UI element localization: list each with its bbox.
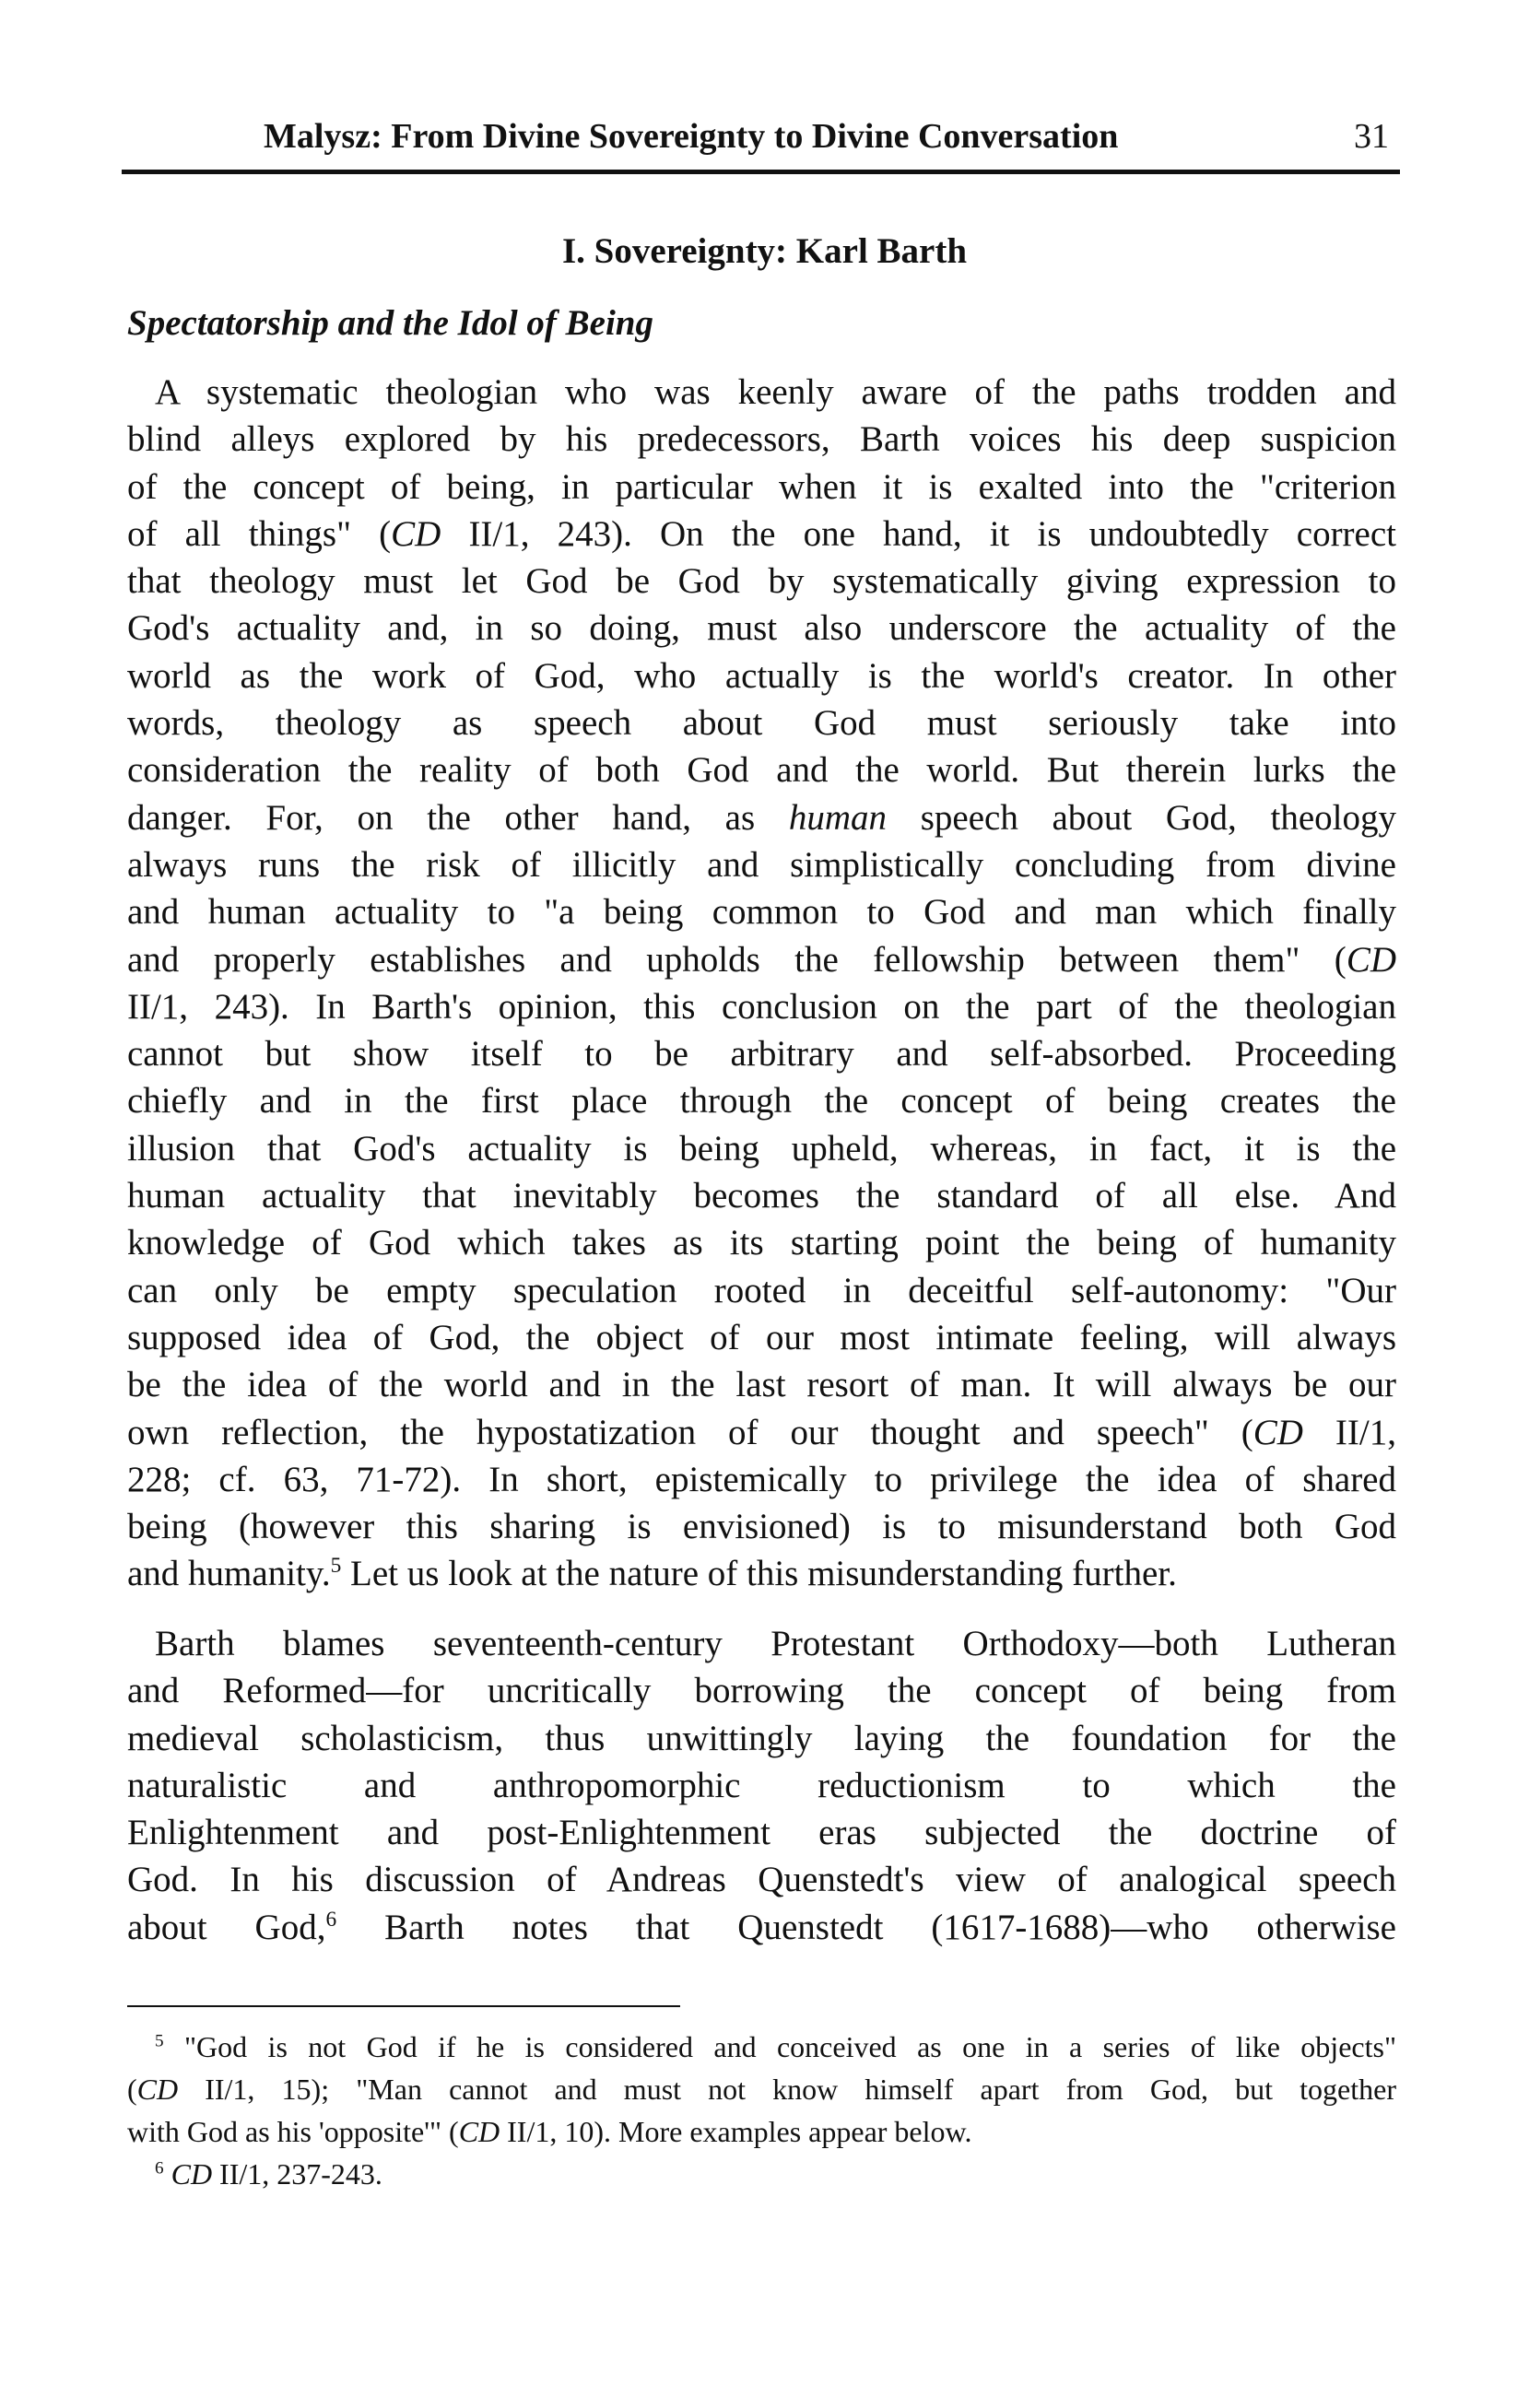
header-rule [122,170,1400,174]
subsection-title: Spectatorship and the Idol of Being [127,303,653,343]
text-line [127,652,1396,699]
footnote-marker[interactable]: 6 [325,1907,337,1932]
text-run[interactable]: ( [127,2073,137,2106]
text-run[interactable]: supposed idea of God, the object of our most intimate feeling, will always [127,1317,1396,1357]
text-run[interactable]: God. In his discussion of Andreas Quenstedt's view of analogical speech [127,1860,1396,1900]
text-line [127,936,1396,983]
text-run[interactable]: II/1, 237-243. [212,2157,382,2191]
text-run[interactable]: and Reformed—for uncritically borrowing the concept of being from [127,1671,1396,1711]
text-line [127,1904,1396,1951]
footnote-marker[interactable]: 5 [155,2031,164,2051]
text-line [127,1456,1396,1503]
text-run[interactable]: medieval scholasticism, thus unwittingly laying the foundation for the [127,1718,1396,1758]
italic-citation: CD [458,2115,500,2148]
text-run[interactable]: II/1, 243). In Barth's opinion, this conclusion on the part of the theologian [127,986,1396,1027]
text-line [127,1667,1396,1714]
text-run[interactable]: II/1, 10). More examples appear below. [500,2115,972,2148]
text-run[interactable]: consideration the reality of both God and the world. But therein lurks the [127,750,1396,791]
body-paragraph [127,1620,1396,1951]
text-line [127,369,1396,416]
text-line [127,1620,1396,1667]
text-line [127,1361,1396,1408]
italic-citation: CD [136,2073,179,2106]
text-run[interactable]: illusion that God's actuality is being upheld, whereas, in fact, it is the [127,1128,1396,1169]
text-line [127,416,1396,463]
text-line [127,1077,1396,1124]
footnote-line [127,2110,1396,2153]
text-run[interactable]: world as the work of God, who actually is the world's creator. In other [127,655,1396,696]
text-run[interactable]: and human actuality to "a being common to God and man which finally [127,892,1396,933]
text-line [127,605,1396,652]
text-run[interactable]: II/1, 243). On the one hand, it is undoubtedly correct [441,513,1396,554]
text-run[interactable]: be the idea of the world and in the last resort of man. It will always be our [127,1365,1396,1405]
text-run[interactable]: cannot but show itself to be arbitrary and self-absorbed. Proceeding [127,1034,1396,1075]
text-line [127,1715,1396,1762]
text-run[interactable]: naturalistic and anthropomorphic reductionism to which the [127,1765,1396,1805]
text-run[interactable]: with God as his 'opposite'" ( [127,2115,459,2148]
text-line [127,1267,1396,1314]
footnote-5 [127,2026,1396,2153]
footnote-line [127,2153,1396,2195]
text-run[interactable]: always runs the risk of illicitly and simplistically concluding from divine [127,844,1396,885]
text-run[interactable]: II/1, 15); "Man cannot and must not know himself apart from God, but together [178,2073,1396,2106]
text-run[interactable]: 228; cf. 63, 71-72). In short, epistemically to privilege the idea of shared [127,1459,1396,1499]
footnote-marker[interactable]: 6 [155,2158,164,2179]
italic-citation: CD [1346,939,1396,980]
text-line [127,794,1396,841]
text-run[interactable]: knowledge of God which takes as its starting point the being of humanity [127,1223,1396,1263]
text-run[interactable]: can only be empty speculation rooted in deceitful self-autonomy: "Our [127,1270,1396,1310]
text-line [127,558,1396,605]
text-line [127,1409,1396,1456]
text-run[interactable]: Barth blames seventeenth-century Protestant Orthodoxy—both Lutheran [155,1624,1396,1663]
footnotes [127,2026,1396,2195]
text-run[interactable]: and humanity. [127,1554,331,1594]
text-line [127,1762,1396,1809]
body-paragraph [127,369,1396,1598]
text-run[interactable]: speech about God, theology [887,797,1396,838]
text-run[interactable]: own reflection, the hypostatization of our thought and speech" ( [127,1412,1253,1452]
text-line [127,1125,1396,1172]
text-run[interactable]: blind alleys explored by his predecessors, Barth voices his deep suspicion [127,419,1396,460]
footnote-marker[interactable]: 5 [330,1554,342,1579]
footnote-line [127,2068,1396,2110]
text-line [127,511,1396,558]
running-title: Malysz: From Divine Sovereignty to Divine Conversation [264,117,1119,156]
text-run[interactable]: of all things" ( [127,513,392,554]
italic-citation: human [788,797,888,838]
text-line [127,1030,1396,1077]
footnote-6 [127,2153,1396,2195]
text-line [127,983,1396,1030]
italic-citation: CD [1253,1412,1303,1452]
text-line [127,1550,1396,1597]
text-run[interactable]: Barth notes that Quenstedt (1617-1688)—who otherwise [336,1907,1396,1947]
italic-citation: CD [391,513,441,554]
text-run[interactable]: God's actuality and, in so doing, must also underscore the actuality of the [127,608,1396,649]
section-title: I. Sovereignty: Karl Barth [561,231,968,271]
text-line [127,699,1396,746]
text-line [127,1809,1396,1856]
text-run[interactable]: Let us look at the nature of this misunderstanding further. [341,1554,1177,1594]
text-line [127,746,1396,793]
text-run[interactable]: that theology must let God be God by systematically giving expression to [127,561,1396,602]
running-head [127,116,1396,162]
text-run[interactable]: Enlightenment and post-Enlightenment eras subjected the doctrine of [127,1813,1396,1853]
text-run[interactable]: II/1, [1302,1412,1396,1452]
text-run[interactable]: human actuality that inevitably becomes the standard of all else. And [127,1176,1396,1216]
text-run[interactable]: danger. For, on the other hand, as [127,797,789,838]
italic-citation: CD [171,2157,213,2191]
text-line [127,1219,1396,1266]
text-run[interactable]: and properly establishes and upholds the fellowship between them" ( [127,939,1347,980]
text-line [127,888,1396,935]
page-number: 31 [1354,117,1389,156]
text-run[interactable]: A systematic theologian who was keenly aware of the paths trodden and [155,372,1396,412]
text-run[interactable] [164,2157,171,2191]
text-line [127,1172,1396,1219]
text-run[interactable]: "God is not God if he is considered and conceived as one in a series of like objects" [163,2030,1396,2063]
text-run[interactable]: words, theology as speech about God must seriously take into [127,703,1396,744]
footnote-rule [127,2005,680,2007]
text-line [127,1503,1396,1550]
text-run[interactable]: about God, [127,1907,326,1947]
text-line [127,1314,1396,1361]
text-run[interactable]: of the concept of being, in particular when it is exalted into the "criterion [127,466,1396,507]
text-line [127,1856,1396,1903]
text-run[interactable]: chiefly and in the first place through the concept of being creates the [127,1081,1396,1122]
text-run[interactable]: being (however this sharing is envisioned) is to misunderstand both God [127,1507,1396,1547]
footnote-line [127,2026,1396,2068]
text-line [127,841,1396,888]
text-line [127,464,1396,511]
